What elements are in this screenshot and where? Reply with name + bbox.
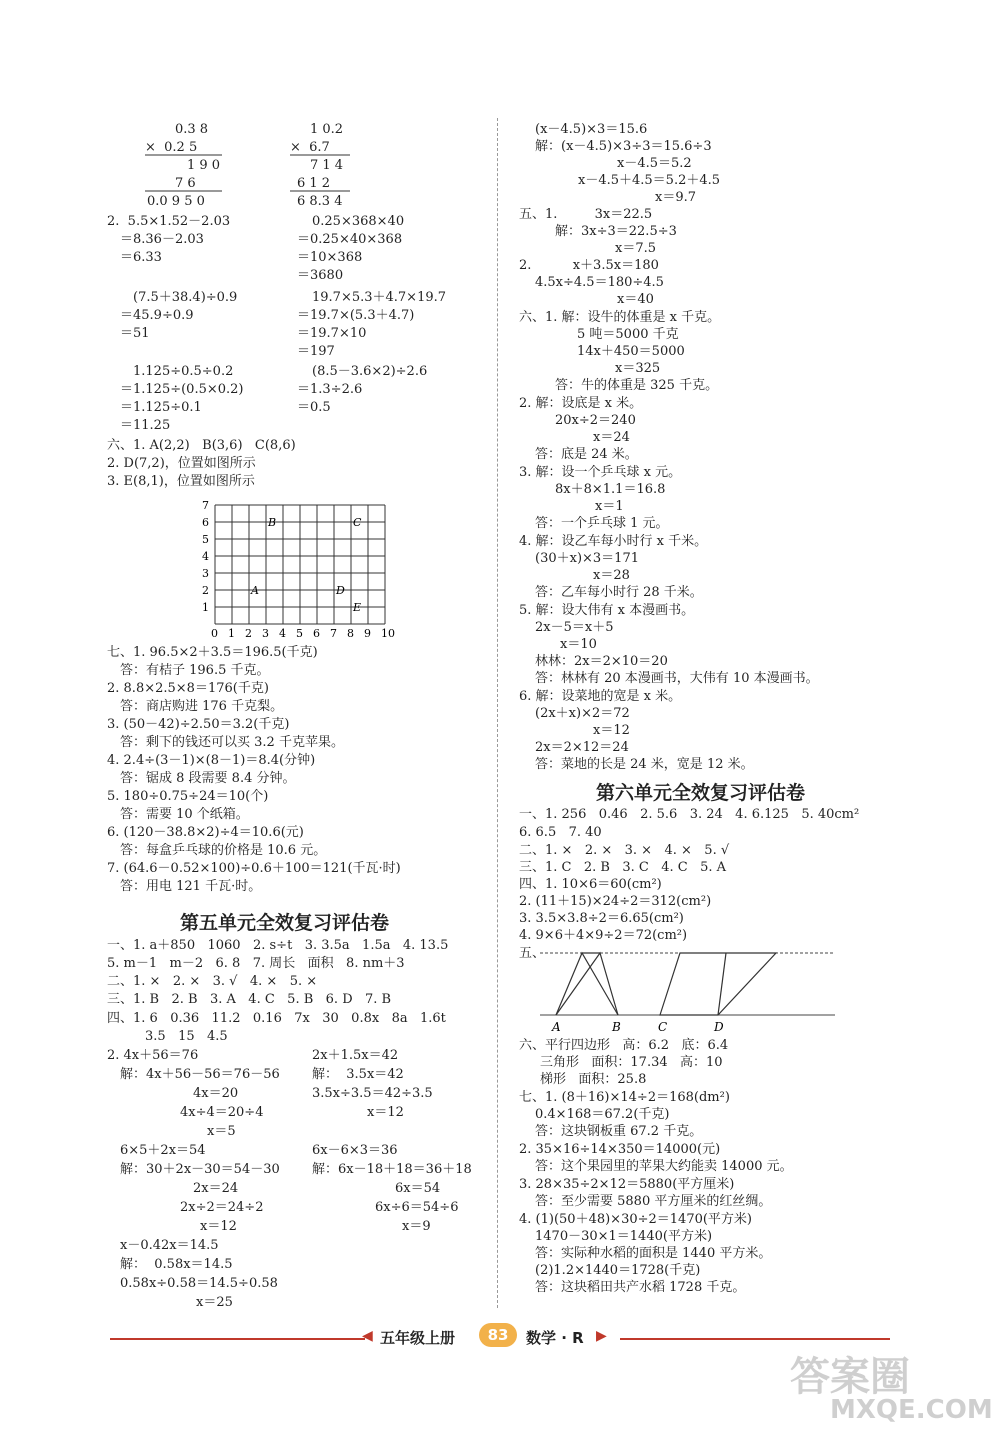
- answer-line: 答：乙车每小时行 28 千米。: [535, 585, 703, 600]
- answer-line: 1 0.2: [310, 122, 344, 137]
- answer-line: (x－4.5)×3＝15.6: [535, 122, 648, 137]
- answer-line: 2x－5＝x＋5: [535, 620, 614, 635]
- answer-line: 3. 28×35÷2×12＝5880(平方厘米): [519, 1177, 735, 1192]
- answer-line: 七、1. 96.5×2＋3.5＝196.5(千克): [107, 645, 318, 660]
- answer-line: ＝10×368: [297, 250, 363, 265]
- answer-line: 答：底是 24 米。: [535, 447, 638, 462]
- answer-line: 0.3 8: [175, 122, 209, 137]
- answer-line: 答：剩下的钱还可以买 3.2 千克苹果。: [120, 735, 344, 750]
- answer-line: 答：菜地的长是 24 米，宽是 12 米。: [535, 757, 754, 772]
- answer-line: x＝12: [367, 1105, 404, 1120]
- answer-line: 4x÷4＝20÷4: [180, 1105, 264, 1120]
- answer-line: x＝325: [615, 361, 661, 376]
- answer-line: x＝12: [593, 723, 630, 738]
- answer-line: 5. 解：设大伟有 x 本漫画书。: [519, 603, 695, 618]
- x-tick-label: 5: [296, 627, 303, 640]
- answer-line: ＝51: [120, 326, 150, 341]
- answer-line: ＝11.25: [120, 418, 171, 433]
- answer-line: (7.5＋38.4)÷0.9: [133, 290, 238, 305]
- answer-line: 五、: [519, 946, 546, 961]
- answer-line: x＝25: [196, 1295, 233, 1310]
- answer-line: 2. D(7,2)，位置如图所示: [107, 456, 256, 471]
- unit6-title: 第六单元全效复习评估卷: [596, 782, 806, 804]
- answer-line: 二、1. × 2. × 3. √ 4. × 5. ×: [107, 974, 318, 989]
- x-tick-label: 7: [330, 627, 337, 640]
- answer-line: 解：(x－4.5)×3÷3＝15.6÷3: [535, 139, 712, 154]
- answer-line: ＝0.5: [297, 400, 331, 415]
- answer-line: 答：林林有 20 本漫画书，大伟有 10 本漫画书。: [535, 671, 819, 686]
- answer-line: x＝1: [595, 499, 624, 514]
- answer-line: 六、1. 解：设牛的体重是 x 千克。: [519, 310, 721, 325]
- answer-line: ＝19.7×(5.3＋4.7): [297, 308, 415, 323]
- answer-line: 6x－6×3＝36: [312, 1143, 398, 1158]
- answer-line: 2. 8.8×2.5×8＝176(千克): [107, 681, 269, 696]
- x-tick-label: 10: [381, 627, 395, 640]
- x-tick-label: 8: [347, 627, 354, 640]
- answer-line: 2. 4x＋56＝76: [107, 1048, 199, 1063]
- point-label-C: C: [353, 516, 362, 529]
- answer-line: 六、平行四边形 高：6.2 底：6.4: [519, 1038, 729, 1053]
- answer-line: 4. 9×6＋4×9÷2＝72(cm²): [519, 928, 688, 943]
- answer-line: 2. 解：设底是 x 米。: [519, 396, 643, 411]
- answer-line: (30＋x)×3＝171: [535, 551, 639, 566]
- footer-grade: 五年级上册: [380, 1329, 456, 1347]
- right-arrow-icon: ▶: [596, 1328, 607, 1344]
- answer-line: ＝45.9÷0.9: [120, 308, 194, 323]
- y-tick-label: 4: [202, 550, 209, 563]
- y-tick-label: 3: [202, 567, 209, 580]
- answer-line: ＝197: [297, 344, 335, 359]
- answer-line: 解：30＋2x－30＝54－30: [120, 1162, 280, 1177]
- answer-line: 答：这个果园里的苹果大约能卖 14000 元。: [535, 1159, 793, 1174]
- answer-line: x＝9: [402, 1219, 431, 1234]
- answer-line: 五、1. 3x＝22.5: [519, 207, 653, 222]
- shape-label: B: [612, 1020, 621, 1034]
- answer-line: 6 8.3 4: [297, 194, 343, 209]
- answer-line: 4. 2.4÷(3－1)×(8－1)＝8.4(分钟): [107, 753, 316, 768]
- answer-line: ＝8.36－2.03: [120, 232, 204, 247]
- answer-line: 14x＋450＝5000: [577, 344, 685, 359]
- x-tick-label: 1: [228, 627, 235, 640]
- answer-line: x＝7.5: [615, 241, 657, 256]
- answer-line: 答：需要 10 个纸箱。: [120, 807, 249, 822]
- answer-line: 5. m－1 m－2 6. 8 7. 周长 面积 8. nm＋3: [107, 956, 405, 971]
- point-label-E: E: [353, 601, 362, 614]
- answer-line: x＝10: [560, 637, 597, 652]
- answer-line: 1470－30×1＝1440(平方米): [535, 1229, 713, 1244]
- answer-line: 答：实际种水稻的面积是 1440 平方米。: [535, 1246, 772, 1261]
- answer-line: 梯形 面积：25.8: [540, 1072, 647, 1087]
- x-tick-label: 0: [211, 627, 218, 640]
- answer-line: 0.25×368×40: [312, 214, 405, 229]
- answer-line: ＝3680: [297, 268, 344, 283]
- answer-line: x＝24: [593, 430, 630, 445]
- answer-line: 三、1. B 2. B 3. A 4. C 5. B 6. D 7. B: [107, 992, 392, 1007]
- answer-line: 2. 5.5×1.52－2.03: [107, 214, 231, 229]
- unit5-title: 第五单元全效复习评估卷: [180, 912, 390, 934]
- answer-line: 答：用电 121 千瓦·时。: [120, 879, 262, 894]
- answer-line: (2x＋x)×2＝72: [535, 706, 630, 721]
- answer-line: 解：3x÷3＝22.5÷3: [555, 224, 677, 239]
- answer-line: 林林：2x＝2×10＝20: [535, 654, 668, 669]
- answer-line: (8.5－3.6×2)÷2.6: [312, 364, 428, 379]
- shape-label: C: [658, 1020, 668, 1034]
- answer-line: 7. (64.6－0.52×100)÷0.6＋100＝121(千瓦·时): [107, 861, 401, 876]
- answer-line: x＝9.7: [655, 190, 697, 205]
- answer-line: 二、1. × 2. × 3. × 4. × 5. √: [519, 843, 730, 858]
- answer-line: 2. 35×16÷14×350＝14000(元): [519, 1142, 721, 1157]
- answer-line: ＝6.33: [120, 250, 162, 265]
- footer-line-left: [110, 1338, 365, 1340]
- answer-line: 3.5 15 4.5: [145, 1029, 228, 1044]
- answer-line: 19.7×5.3＋4.7×19.7: [312, 290, 447, 305]
- x-tick-label: 6: [313, 627, 320, 640]
- answer-line: ＝1.125÷0.1: [120, 400, 202, 415]
- watermark-logo: 答案圈: [790, 1354, 910, 1400]
- answer-line: 4. (1)(50＋48)×30÷2＝1470(平方米): [519, 1212, 753, 1227]
- answer-line: ＝0.25×40×368: [297, 232, 403, 247]
- answer-line: 0.58x÷0.58＝14.5÷0.58: [120, 1276, 278, 1291]
- y-tick-label: 2: [202, 584, 209, 597]
- answer-line: 6 1 2: [297, 176, 331, 191]
- answer-line: 答：有桔子 196.5 千克。: [120, 663, 270, 678]
- answer-line: 四、1. 10×6＝60(cm²): [519, 877, 662, 892]
- answer-line: 1.125÷0.5÷0.2: [133, 364, 234, 379]
- answer-line: 2. (11＋15)×24÷2＝312(cm²): [519, 894, 712, 909]
- answer-line: 四、1. 6 0.36 11.2 0.16 7x 30 0.8x 8a 1.6t: [107, 1011, 446, 1026]
- answer-line: 5. 180÷0.75÷24＝10(个): [107, 789, 269, 804]
- answer-line: 20x÷2＝240: [555, 413, 636, 428]
- point-label-B: B: [268, 516, 277, 529]
- answer-line: x＝28: [593, 568, 630, 583]
- answer-line: 解：6x－18＋18＝36＋18: [312, 1162, 472, 1177]
- footer-line-right: [620, 1338, 890, 1340]
- answer-line: 一、1. 256 0.46 2. 5.6 3. 24 4. 6.125 5. 40cm²: [519, 807, 860, 822]
- answer-line: × 0.2 5: [145, 140, 198, 155]
- shape-label: A: [552, 1020, 561, 1034]
- y-tick-label: 5: [202, 533, 209, 546]
- answer-line: 六、1. A(2,2) B(3,6) C(8,6): [107, 438, 296, 453]
- parallel-lines-figure: [530, 945, 840, 1035]
- answer-line: 3. 3.5×3.8÷2＝6.65(cm²): [519, 911, 684, 926]
- answer-line: 0.0 9 5 0: [147, 194, 205, 209]
- y-tick-label: 6: [202, 516, 209, 529]
- answer-line: x－0.42x＝14.5: [120, 1238, 219, 1253]
- answer-line: 4.5x÷4.5＝180÷4.5: [535, 275, 664, 290]
- x-tick-label: 2: [245, 627, 252, 640]
- answer-line: 答：这块稻田共产水稻 1728 千克。: [535, 1280, 746, 1295]
- x-tick-label: 4: [279, 627, 286, 640]
- answer-line: 2x＝2×12＝24: [535, 740, 629, 755]
- answer-line: 0.4×168＝67.2(千克): [535, 1107, 670, 1122]
- answer-line: 答：这块钢板重 67.2 千克。: [535, 1124, 703, 1139]
- page-number: 83: [479, 1323, 517, 1347]
- answer-line: x－4.5＋4.5＝5.2＋4.5: [578, 173, 721, 188]
- answer-line: 6. 6.5 7. 40: [519, 825, 602, 840]
- y-tick-label: 1: [202, 601, 209, 614]
- coordinate-grid: [195, 496, 395, 644]
- answer-line: x＝12: [200, 1219, 237, 1234]
- answer-line: 2x＝24: [193, 1181, 239, 1196]
- answer-line: 7 1 4: [310, 158, 344, 173]
- answer-line: 答：至少需要 5880 平方厘米的红丝绸。: [535, 1194, 772, 1209]
- answer-line: 6. 解：设菜地的宽是 x 米。: [519, 689, 682, 704]
- answer-line: 答：商店购进 176 千克梨。: [120, 699, 284, 714]
- column-divider: [497, 118, 498, 1308]
- answer-line: 2x＋1.5x＝42: [312, 1048, 399, 1063]
- answer-line: 1 9 0: [187, 158, 221, 173]
- point-label-D: D: [336, 584, 345, 597]
- answer-line: 7 6: [175, 176, 196, 191]
- answer-line: 6×5＋2x＝54: [120, 1143, 206, 1158]
- answer-line: 8x＋8×1.1＝16.8: [555, 482, 666, 497]
- answer-line: 三角形 面积：17.34 高：10: [540, 1055, 723, 1070]
- point-label-A: A: [251, 584, 259, 597]
- answer-line: × 6.7: [290, 140, 330, 155]
- answer-line: 3. (50－42)÷2.50＝3.2(千克): [107, 717, 290, 732]
- shape-label: D: [714, 1020, 724, 1034]
- answer-line: 3. 解：设一个乒乓球 x 元。: [519, 465, 682, 480]
- answer-line: 6x＝54: [395, 1181, 441, 1196]
- answer-line: 解： 0.58x＝14.5: [120, 1257, 233, 1272]
- answer-line: 三、1. C 2. B 3. C 4. C 5. A: [519, 860, 727, 875]
- answer-line: 一、1. a＋850 1060 2. s÷t 3. 3.5a 1.5a 4. 13.5: [107, 938, 449, 953]
- answer-line: 5 吨＝5000 千克: [577, 327, 679, 342]
- left-arrow-icon: ◀: [362, 1328, 373, 1344]
- answer-line: 3. E(8,1)，位置如图所示: [107, 474, 255, 489]
- y-tick-label: 7: [202, 499, 209, 512]
- answer-line: 解：4x＋56－56＝76－56: [120, 1067, 280, 1082]
- answer-line: ＝1.3÷2.6: [297, 382, 363, 397]
- answer-line: 答：一个乒乓球 1 元。: [535, 516, 669, 531]
- answer-line: x＝5: [207, 1124, 236, 1139]
- x-tick-label: 3: [262, 627, 269, 640]
- answer-line: x＝40: [617, 292, 654, 307]
- answer-line: 答：锯成 8 段需要 8.4 分钟。: [120, 771, 296, 786]
- watermark-site: MXQE.COM: [830, 1395, 993, 1425]
- answer-line: 4x＝20: [193, 1086, 239, 1101]
- answer-line: 七、1. (8＋16)×14÷2＝168(dm²): [519, 1090, 730, 1105]
- answer-line: 6x÷6＝54÷6: [375, 1200, 459, 1215]
- answer-line: 答：牛的体重是 325 千克。: [555, 378, 719, 393]
- answer-line: 3.5x÷3.5＝42÷3.5: [312, 1086, 433, 1101]
- answer-line: ＝19.7×10: [297, 326, 367, 341]
- answer-line: (2)1.2×1440＝1728(千克): [535, 1263, 701, 1278]
- footer-subject: 数学 · R: [526, 1329, 584, 1347]
- answer-line: 解： 3.5x＝42: [312, 1067, 404, 1082]
- answer-line: x－4.5＝5.2: [617, 156, 692, 171]
- answer-line: 答：每盒乒乓球的价格是 10.6 元。: [120, 843, 327, 858]
- answer-line: 2. x＋3.5x＝180: [519, 258, 659, 273]
- x-tick-label: 9: [364, 627, 371, 640]
- answer-line: 6. (120－38.8×2)÷4＝10.6(元): [107, 825, 304, 840]
- answer-line: 2x÷2＝24÷2: [180, 1200, 264, 1215]
- answer-line: ＝1.125÷(0.5×0.2): [120, 382, 244, 397]
- answer-line: 4. 解：设乙车每小时行 x 千米。: [519, 534, 708, 549]
